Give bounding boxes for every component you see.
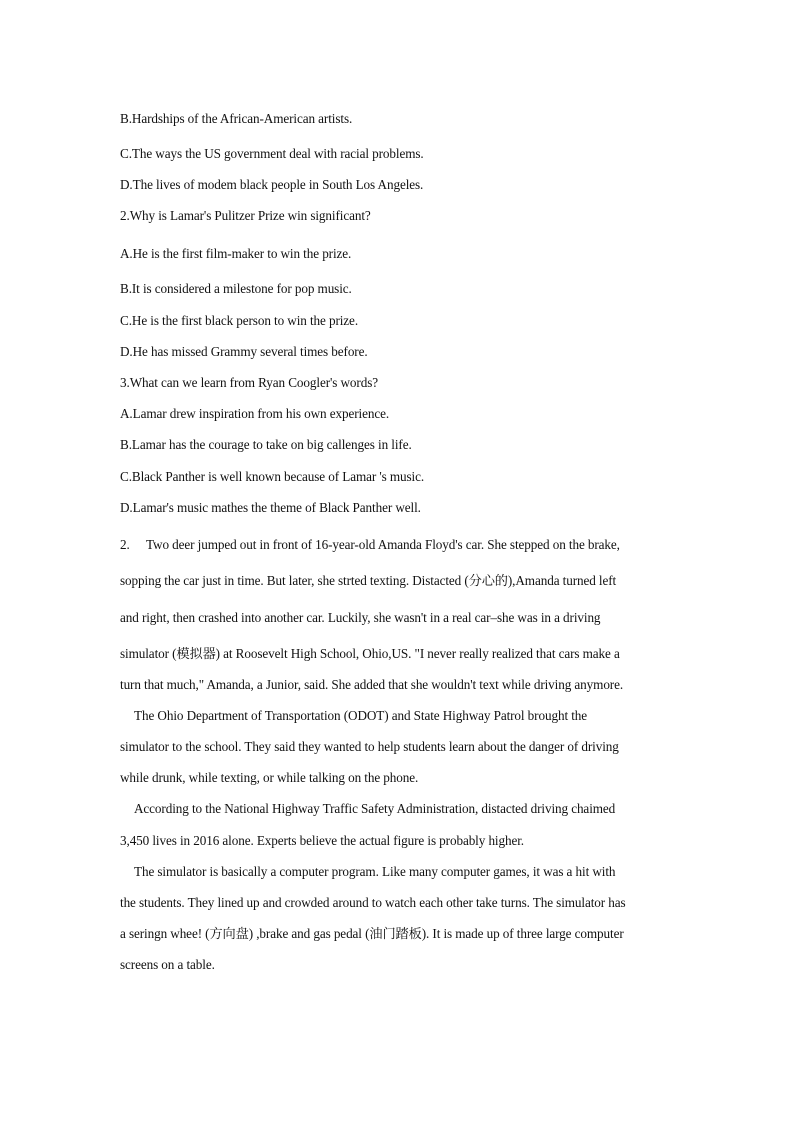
passage-line-6: The Ohio Department of Transportation (ODOT) and State Highway Patrol brought the (134, 708, 588, 723)
q2-option-b: B.It is considered a milestone for pop music. (120, 281, 352, 296)
q3-option-b: B.Lamar has the courage to take on big callenges in life. (120, 437, 412, 452)
passage-line-11: The simulator is basically a computer program. Like many computer games, it was a hit with (134, 864, 616, 879)
passage-line-12: the students. They lined up and crowded around to watch each other take turns. The simulator has (120, 895, 626, 910)
passage-line-9: According to the National Highway Traffic Safety Administration, distacted driving chaimed (134, 801, 616, 816)
q3-option-a: A.Lamar drew inspiration from his own experience. (120, 406, 390, 421)
passage-line-3: and right, then crashed into another car. Luckily, she wasn't in a real car–she was in a driving (120, 610, 601, 625)
passage-line-4: simulator (模拟器) at Roosevelt High School, Ohio,US. "I never really realized that cars make a (120, 646, 620, 661)
q2-stem: 2.Why is Lamar's Pulitzer Prize win significant? (120, 208, 371, 223)
q2-option-c: C.He is the first black person to win the prize. (120, 313, 359, 328)
passage-text: Two deer jumped out in front of 16-year-old Amanda Floyd's car. She stepped on the brake, (146, 537, 620, 552)
q2-option-d: D.He has missed Grammy several times before. (120, 344, 368, 359)
passage-line-13: a seringn whee! (方向盘) ,brake and gas pedal (油门踏板). It is made up of three large computer (120, 926, 624, 941)
passage-line-2: sopping the car just in time. But later, she strted texting. Distacted (分心的),Amanda turned left (120, 573, 617, 588)
q3-stem: 3.What can we learn from Ryan Coogler's words? (120, 375, 378, 390)
q1-option-b: B.Hardships of the African-American artists. (120, 111, 353, 126)
passage-line-1 (120, 537, 680, 553)
passage-number: 2. (120, 537, 130, 552)
passage-line-10: 3,450 lives in 2016 alone. Experts believe the actual figure is probably higher. (120, 833, 524, 848)
passage-line-8: while drunk, while texting, or while talking on the phone. (120, 770, 419, 785)
q1-option-c: C.The ways the US government deal with racial problems. (120, 146, 424, 161)
q3-option-c: C.Black Panther is well known because of Lamar 's music. (120, 469, 425, 484)
q1-option-d: D.The lives of modem black people in South Los Angeles. (120, 177, 424, 192)
q2-option-a: A.He is the first film-maker to win the prize. (120, 246, 352, 261)
q3-option-d: D.Lamar's music mathes the theme of Black Panther well. (120, 500, 421, 515)
passage-line-7: simulator to the school. They said they wanted to help students learn about the danger of driving (120, 739, 619, 754)
passage-line-14: screens on a table. (120, 957, 215, 972)
passage-line-5: turn that much," Amanda, a Junior, said. She added that she wouldn't text while driving anymore. (120, 677, 624, 692)
